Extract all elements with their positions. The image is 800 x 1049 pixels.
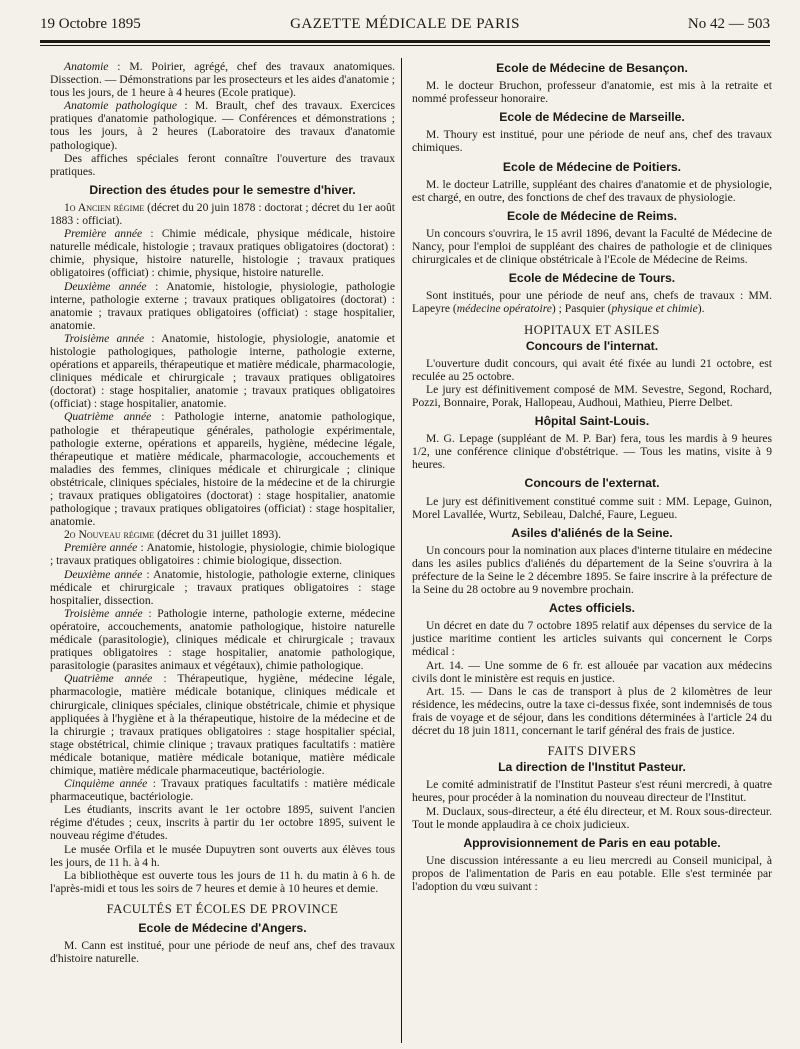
paragraph-troisieme-annee-ancien <box>50 332 395 411</box>
paragraph-saint-louis: M. G. Lepage (suppléant de M. P. Bar) fera, tous les mardis à 9 heures 1/2, une conférence clinique d'obstétrique. — Tous les matins, visite à 9 heures. <box>412 432 772 472</box>
heading-ecole-besancon: Ecole de Médecine de Besançon. <box>496 61 688 75</box>
text-premiere-annee: : Chimie médicale, physique médicale, histoire naturelle médicale, histologie ; travaux pratiques obligatoires (doctorat) : chimie, physique, histoire naturelle, histologie ; travaux pratiques obligatoires (officiat) : chimie, physique, histoire naturelle. <box>50 227 395 280</box>
paragraph-cinquieme-annee <box>50 777 395 803</box>
paragraph-nouveau-regime <box>50 528 395 541</box>
text-deuxieme-annee: : Anatomie, histologie, physiologie, pathologie interne, pathologie externe ; travaux pratiques obligatoires (doctorat) : anatomie ; travaux pratiques obligatoires (officiat) : stage hospitalier, anatomie. <box>50 279 395 332</box>
heading-ecole-poitiers: Ecole de Médecine de Poitiers. <box>502 159 682 174</box>
heading-direction-etudes: Direction des études pour le semestre d'hiver. <box>89 182 356 197</box>
paragraph-asiles: Un concours pour la nomination aux places d'interne titulaire en médecine dans les asiles publics d'aliénés du département de la Seine s'ouvrira à la préfecture de la Seine le 2 décembre 1895. Se faire inscrire à la préfecture de la Seine du 28 octobre au 9 novembre prochain. <box>412 543 772 597</box>
text-ancien-regime: (décret du 20 juin 1878 : doctorat ; décret du 1er août 1883 : officiat). <box>50 200 395 228</box>
paragraph-anatomie-pathologique <box>50 99 395 151</box>
heading-ecole-reims: Ecole de Médecine de Reims. <box>506 208 677 223</box>
label-premiere-annee-nouveau: Première année <box>64 541 138 555</box>
paragraph-bibliotheque: La bibliothèque est ouverte tous les jours de 11 h. du matin à 6 h. de l'après-midi et tous les soirs de 7 heures et demie à 10 heures et demie. <box>50 868 395 895</box>
paragraph-eau-potable: Une discussion intéressante a eu lieu mercredi au Conseil municipal, à propos de l'alimentation de Paris en eau potable. Elle s'est terminée par l'adoption du vœu suivant : <box>412 853 772 893</box>
column-divider <box>401 58 402 1043</box>
heading-actes-officiels: Actes officiels. <box>548 601 636 616</box>
paragraph-ancien-regime <box>50 201 395 227</box>
paragraph-troisieme-annee-nouveau <box>50 607 395 672</box>
label-ancien-regime: 1o Ancien régime <box>64 200 145 214</box>
label-deuxieme-annee: Deuxième année <box>64 279 147 293</box>
label-nouveau-regime: 2o Nouveau régime <box>64 528 155 542</box>
text-quatrieme-annee-nouveau: : Thérapeutique, hygiène, médecine légale, pharmacologie, matière médicale botanique, cliniques médicale et chirurgicale, cliniques spéciales, clinique obstétricale, chimie et physique appliquées à l'hygiène et à la thérapeutique, histoire de la médecine et de la chirurgie ; travaux pratiques obligatoires : stage hospitalier spécial, stage obstétrical, chimie clinique ; travaux pratiques facultatifs : matière médicale botanique, matière médicale botanique, matière médicale chimique, matière médicale pharmaceutique, bactériologie. <box>50 672 395 777</box>
text-tours-e: ). <box>697 302 705 316</box>
text-tours-d: physique et chimie <box>611 302 698 316</box>
paragraph-tours <box>412 289 772 315</box>
heading-concours-externat: Concours de l'externat. <box>524 476 660 491</box>
paragraph-pasteur-1: Le comité administratif de l'Institut Pasteur s'est réuni mercredi, à quatre heures, pour procéder à la nomination du nouveau directeur de l'Institut. <box>412 778 772 805</box>
paragraph-reims: Un concours s'ouvrira, le 15 avril 1896, devant la Faculté de Médecine de Nancy, pour l'emploi de suppléant des chaires de pathologie et de cliniques chirurgicales et de clinique obstétricale à l'Ecole de Médecine de Reims. <box>412 226 772 267</box>
paragraph-actes: Un décret en date du 7 octobre 1895 relatif aux dépenses du service de la justice maritime contient les articles suivants qui concernent le Corps médical : <box>412 619 772 659</box>
heading-asiles-alienes: Asiles d'aliénés de la Seine. <box>511 525 673 540</box>
text-troisieme-annee-nouveau: : Pathologie interne, pathologie externe, médecine opératoire, accouchements, anatomie pathologique, histoire naturelle médicale (parasitologie), cliniques médicale et chirurgicale ; travaux pratiques obligatoires : stage hospitalier, anatomie pathologique, parasitologie (parasites animaux et végétaux), chimie pathologique. <box>50 606 395 673</box>
text-nouveau-regime: (décret du 31 juillet 1893). <box>154 528 282 542</box>
heading-ecole-tours: Ecole de Médecine de Tours. <box>508 271 676 286</box>
text-premiere-annee-nouveau: : Anatomie, histologie, physiologie, chimie biologique ; travaux pratiques obligatoires : chimie biologique, dissection. <box>50 541 396 568</box>
page-header <box>40 14 770 36</box>
text-quatrieme-annee: : Pathologie interne, anatomie pathologique, pathologie et thérapeutique générales, pathologie expérimentale, pathologie externe, opérations et appareils, hygiène, médecine légale, thérapeutique et matière médicale, pharmacologie, accouchements et maladies des femmes, cliniques médicale et chirurgicale ; clinique obstétricale, cliniques spéciales, histoire de la médecine et de la chirurgie ; travaux pratiques obligatoires (doctorat) : stage hospitalier, anatomie pathologique ; travaux pratiques obligatoires (officiat) : stage hospitalier, anatomie. <box>50 410 395 529</box>
paragraph-deuxieme-annee-nouveau <box>50 568 395 607</box>
heading-concours-internat: Concours de l'internat. <box>525 338 659 353</box>
paragraph-anatomie <box>50 60 395 99</box>
heading-facultes-ecoles: FACULTÉS ET ÉCOLES DE PROVINCE <box>106 901 339 916</box>
paragraph-marseille: M. Thoury est institué, pour une période de neuf ans, chef des travaux chimiques. <box>412 128 772 155</box>
paragraph-deuxieme-annee-ancien <box>50 280 395 332</box>
text-cinquieme-annee: : Travaux pratiques facultatifs : matière médicale pharmaceutique, bactériologie. <box>50 777 395 804</box>
label-quatrieme-annee-nouveau: Quatrième année <box>64 672 153 686</box>
label-anatomie-pathologique: Anatomie pathologique <box>64 99 177 113</box>
label-deuxieme-annee-nouveau: Deuxième année <box>64 567 143 581</box>
paragraph-etudiants: Les étudiants, inscrits avant le 1er octobre 1895, suivent l'ancien régime d'études ; ceux, inscrits à partir du 1er octobre 1895, suivent le nouveau régime d'études. <box>50 803 395 843</box>
paragraph-internat-1: L'ouverture dudit concours, qui avait été fixée au lundi 21 octobre, est reculée au 25 octobre. <box>412 356 772 383</box>
label-quatrieme-annee: Quatrième année <box>64 410 152 424</box>
text-anatomie-pathologique: : M. Brault, chef des travaux. Exercices pratiques d'anatomie pathologique. — Conférences et démonstrations ; tous les jours, à 2 heures (Laboratoire des travaux d'anatomie pathologique). <box>50 99 395 152</box>
label-cinquieme-annee: Cinquième année <box>64 777 148 791</box>
paragraph-affiches: Des affiches spéciales feront connaître l'ouverture des travaux pratiques. <box>50 151 395 178</box>
heading-ecole-angers: Ecole de Médecine d'Angers. <box>138 921 307 935</box>
paragraph-premiere-annee-nouveau <box>50 541 395 567</box>
header-rule-thin <box>40 45 770 46</box>
paragraph-article-14: Art. 14. — Une somme de 6 fr. est allouée par vacation aux médecins civils dont le ministère est requis en justice. <box>412 658 772 685</box>
heading-hopital-saint-louis: Hôpital Saint-Louis. <box>534 414 650 429</box>
paragraph-besancon: M. le docteur Bruchon, professeur d'anatomie, est mis à la retraite et nommé professeur honoraire. <box>412 79 772 106</box>
text-tours-c: ) ; Pasquier ( <box>551 302 612 316</box>
header-rule-thick <box>40 40 770 43</box>
header-date: 19 Octobre 1895 <box>40 16 141 32</box>
heading-eau-potable: Approvisionnement de Paris en eau potable. <box>463 835 721 850</box>
text-troisieme-annee: : Anatomie, histologie, physiologie, anatomie et histologie pathologiques, pathologie interne, pathologie externe, opérations et appareils, thérapeutique et matière médicale, pharmacologie, cliniques médicale et chirurgicale ; travaux pratiques obligatoires (doctorat) : stage hospitalier, anatomie ; travaux pratiques obligatoires (officiat) : stage hospitalier, anatomie. <box>50 331 396 411</box>
paragraph-musee: Le musée Orfila et le musée Dupuytren sont ouverts aux élèves tous les jours, de 11 h. à 4 h. <box>50 842 395 869</box>
label-premiere-annee: Première année <box>64 227 143 241</box>
label-troisieme-annee: Troisième année <box>64 331 145 345</box>
text-tours-b: médecine opératoire <box>456 302 552 316</box>
left-column <box>50 60 395 965</box>
heading-hopitaux-asiles: HOPITAUX ET ASILES <box>524 322 660 337</box>
paragraph-angers: M. Cann est institué, pour une période de neuf ans, chef des travaux d'histoire naturelle. <box>50 939 395 966</box>
header-issue-number: No 42 — 503 <box>687 16 770 32</box>
header-journal-title: GAZETTE MÉDICALE DE PARIS <box>290 16 520 32</box>
heading-ecole-marseille: Ecole de Médecine de Marseille. <box>499 110 685 125</box>
label-anatomie: Anatomie <box>64 60 109 73</box>
paragraph-premiere-annee-ancien <box>50 227 395 279</box>
paragraph-quatrieme-annee-nouveau <box>50 672 395 777</box>
label-troisieme-annee-nouveau: Troisième année <box>64 606 143 620</box>
heading-institut-pasteur: La direction de l'Institut Pasteur. <box>498 760 686 775</box>
paragraph-quatrieme-annee-ancien <box>50 410 395 528</box>
paragraph-externat: Le jury est définitivement constitué comme suit : MM. Lepage, Guinon, Morel Lavallée, Wurtz, Sebileau, Dalché, Faure, Legueu. <box>412 494 772 521</box>
paragraph-poitiers: M. le docteur Latrille, suppléant des chaires d'anatomie et de physiologie, est chargé, en outre, des fonctions de chef des travaux de physiologie. <box>412 177 772 204</box>
right-column <box>412 60 772 893</box>
heading-faits-divers: FAITS DIVERS <box>547 744 637 759</box>
paragraph-article-15: Art. 15. — Dans le cas de transport à plus de 2 kilomètres de leur résidence, les médecins, outre la taxe ci-dessus fixée, sont indemnisés de tous frais de voyage et de séjour, dans les conditions déterminées à l'article 24 du décret du 18 juin 1811, concernant le tarif général des frais de justice. <box>412 684 772 738</box>
paragraph-internat-2: Le jury est définitivement composé de MM. Sevestre, Segond, Rochard, Pozzi, Bonnaire, Porak, Hallopeau, Audhoui, Mathieu, Pierre Delbet. <box>412 382 772 409</box>
text-tours-a: Sont institués, pour une période de neuf ans, chefs de travaux : MM. Lapeyre ( <box>412 289 772 316</box>
text-anatomie: : M. Poirier, agrégé, chef des travaux anatomiques. Dissection. — Démonstrations par les prosecteurs et les aides d'anatomie ; tous les jours, de 1 heure à 4 heures (Ecole pratique). <box>50 60 395 100</box>
text-deuxieme-annee-nouveau: : Anatomie, histologie, pathologie externe, cliniques médicale et chirurgicale ; travaux pratiques obligatoires : stage hospitalier, dissection. <box>50 567 395 607</box>
paragraph-pasteur-2: M. Duclaux, sous-directeur, a été élu directeur, et M. Roux sous-directeur. Tout le monde applaudira à ce choix judicieux. <box>412 804 772 831</box>
